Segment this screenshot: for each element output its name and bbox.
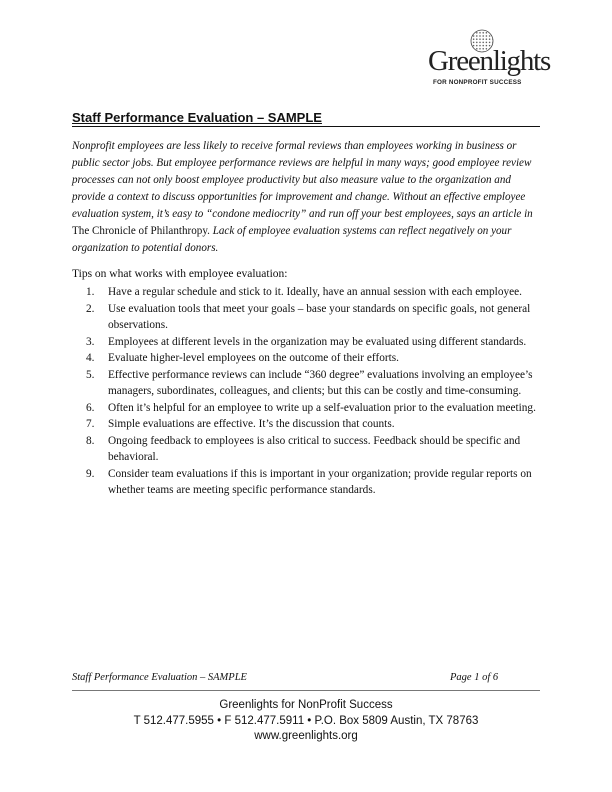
list-item-number: 9.: [86, 467, 95, 480]
list-item-text: Simple evaluations are effective. It’s the discussion that counts.: [108, 418, 395, 430]
list-item-number: 1.: [86, 286, 95, 298]
list-item-text: Use evaluation tools that meet your goals – base your standards on specific goals, not general observations.: [108, 302, 531, 331]
footer-document-name: Staff Performance Evaluation – SAMPLE: [72, 672, 247, 683]
footer-page-number: Page 1 of 6: [450, 672, 499, 683]
list-item-text: Effective performance reviews can include “360 degree” evaluations involving an employee’s managers, subordinates, colleagues, and clients; but this can be costly and time-consuming.: [108, 368, 533, 397]
list-item-number: 4.: [86, 352, 95, 364]
list-item: [72, 301, 546, 334]
list-item: [72, 334, 546, 351]
publication-name: The Chronicle of Philanthropy.: [72, 225, 210, 237]
footer-website-link[interactable]: www.greenlights.org: [254, 730, 358, 742]
list-item: [72, 466, 546, 499]
footer-divider: [72, 690, 540, 691]
tips-heading: Tips on what works with employee evaluation:: [72, 268, 288, 280]
list-item: [72, 400, 546, 417]
list-item: [72, 433, 546, 466]
list-item-number: 7.: [86, 418, 95, 430]
logo-tagline: FOR NONPROFIT SUCCESS: [433, 79, 522, 86]
intro-text-part2: Lack of employee evaluation systems can reflect negatively on your organization to potential donors.: [72, 225, 512, 254]
page-title: Staff Performance Evaluation – SAMPLE: [72, 110, 540, 127]
list-item: [72, 350, 546, 367]
footer-org-name: Greenlights for NonProfit Success: [219, 699, 393, 711]
list-item: [72, 284, 546, 301]
list-item-text: Employees at different levels in the organization may be evaluated using different standards.: [108, 335, 527, 348]
list-item-number: 8.: [86, 434, 95, 447]
list-item-text: Often it’s helpful for an employee to write up a self-evaluation prior to the evaluation meeting.: [108, 401, 536, 414]
list-item-text: Ongoing feedback to employees is also critical to success. Feedback should be specific and behavioral.: [108, 434, 521, 463]
footer-contact-block: [72, 698, 540, 745]
list-item-text: Have a regular schedule and stick to it. Ideally, have an annual session with each employee.: [108, 286, 522, 298]
logo-wordmark: Greenlights: [428, 45, 551, 77]
greenlights-logo: [424, 28, 551, 88]
list-item: [72, 416, 546, 433]
list-item-number: 2.: [86, 302, 95, 315]
intro-text-part1: Nonprofit employees are less likely to receive formal reviews than employees working in business or public sector jobs. But employee performance reviews are helpful in many ways; good employee review processes can not only boost employee productivity but also measure value to the organization and provide a context to discuss opportunities for improvement and change. Without an effective employee evaluation system, it’s easy to “condone mediocrity” and run off your best employees, says an article in: [72, 140, 533, 220]
list-item-text: Evaluate higher-level employees on the outcome of their efforts.: [108, 352, 399, 364]
footer-contact-info: T 512.477.5955 • F 512.477.5911 • P.O. Box 5809 Austin, TX 78763: [133, 714, 479, 727]
list-item-number: 3.: [86, 335, 95, 348]
list-item-number: 5.: [86, 368, 95, 381]
intro-paragraph: [72, 138, 542, 257]
list-item: [72, 367, 546, 400]
list-item-text: Consider team evaluations if this is important in your organization; provide regular reports on whether teams are meeting specific performance standards.: [108, 467, 532, 496]
list-item-number: 6.: [86, 401, 95, 414]
tips-list: [72, 284, 546, 499]
